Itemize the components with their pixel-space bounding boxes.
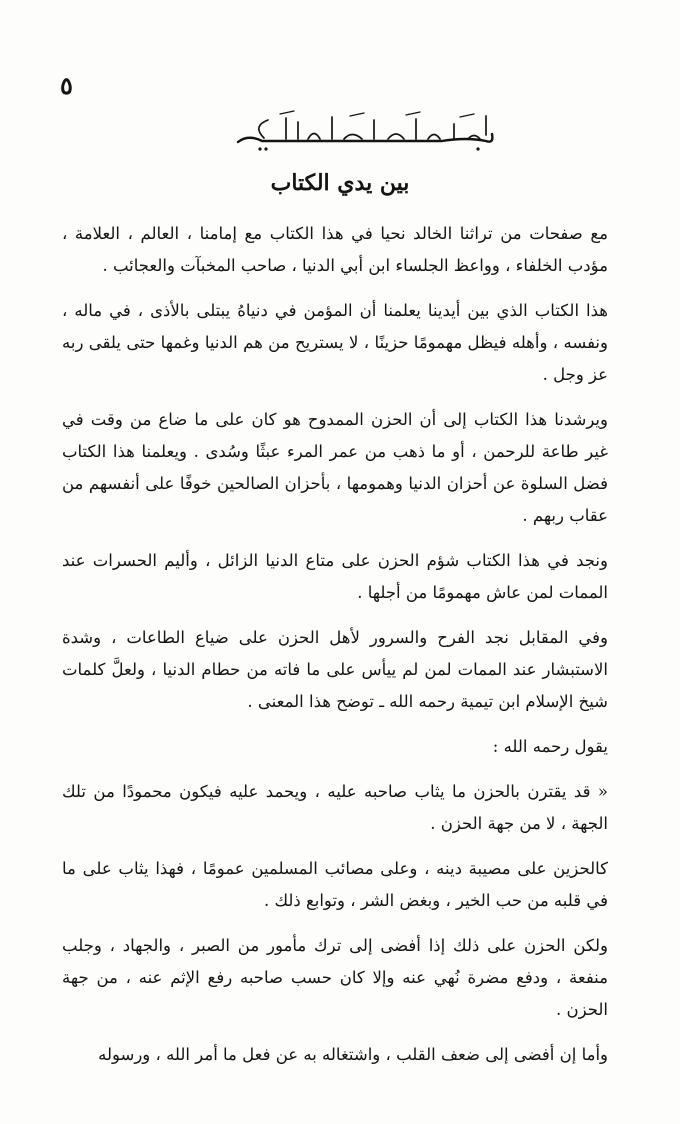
- paragraph: يقول رحمه الله :: [492, 737, 608, 756]
- paragraph: ويرشدنا هذا الكتاب إلى أن الحزن الممدوح هو كان على ما ضاع من وقت في غير طاعة للرحمن ، أو ما ذهب من عمر المرء عبثًا وسُدى . ويعلمنا هذا الكتاب فضل السلوة عن أحزان الدنيا وهمومها ، بأحزان الصالحين خوفًا على أنفسهم من عقاب ربهم .: [62, 410, 608, 525]
- page-number: ٥: [60, 71, 73, 100]
- page-heading: بين يدي الكتاب: [270, 170, 410, 196]
- paragraph: كالحزين على مصيبة دينه ، وعلى مصائب المسلمين عمومًا ، فهذا يثاب على ما في قلبه من حب الخير ، وبغض الشر ، وتوابع ذلك .: [62, 859, 608, 910]
- basmala-calligraphy-graphic: [228, 108, 502, 154]
- body-text: [62, 218, 608, 1084]
- paragraph: مع صفحات من تراثنا الخالد نحيا في هذا الكتاب مع إمامنا ، العالم ، العلامة ، مؤدب الخلفاء ، وواعظ الجلساء ابن أبي الدنيا ، صاحب المخبآت والعجائب .: [62, 224, 608, 275]
- paragraph: وفي المقابل نجد الفرح والسرور لأهل الحزن على ضياع الطاعات ، وشدة الاستبشار عند الممات لمن لم ييأس على ما فاته من حطام الدنيا ، ولعلَّ كلمات شيخ الإسلام ابن تيمية رحمه الله ـ توضح هذا المعنى .: [62, 628, 608, 711]
- paragraph: ولكن الحزن على ذلك إذا أفضى إلى ترك مأمور من الصبر ، والجهاد ، وجلب منفعة ، ودفع مضرة نُهي عنه وإلا كان حسب صاحبه رفع الإثم عنه ، من جهة الحزن .: [62, 936, 608, 1019]
- quote-paragraph: « قد يقترن بالحزن ما يثاب صاحبه عليه ، ويحمد عليه فيكون محمودًا من تلك الجهة ، لا من جهة الحزن .: [62, 782, 608, 833]
- paragraph: وأما إن أفضى إلى ضعف القلب ، واشتغاله به عن فعل ما أمر الله ، ورسوله: [98, 1045, 608, 1064]
- paragraph: هذا الكتاب الذي بين أيدينا يعلمنا أن المؤمن في دنياهُ يبتلى بالأذى ، في ماله ، ونفسه ، وأهله فيظل مهمومًا حزينًا ، لا يستريح من هم الدنيا وغمها حتى يلقى ربه عز وجل .: [62, 301, 608, 384]
- basmala-calligraphy: [228, 108, 502, 154]
- paragraph: ونجد في هذا الكتاب شؤم الحزن على متاع الدنيا الزائل ، وأليم الحسرات عند الممات لمن عاش مهمومًا من أجلها .: [62, 551, 608, 602]
